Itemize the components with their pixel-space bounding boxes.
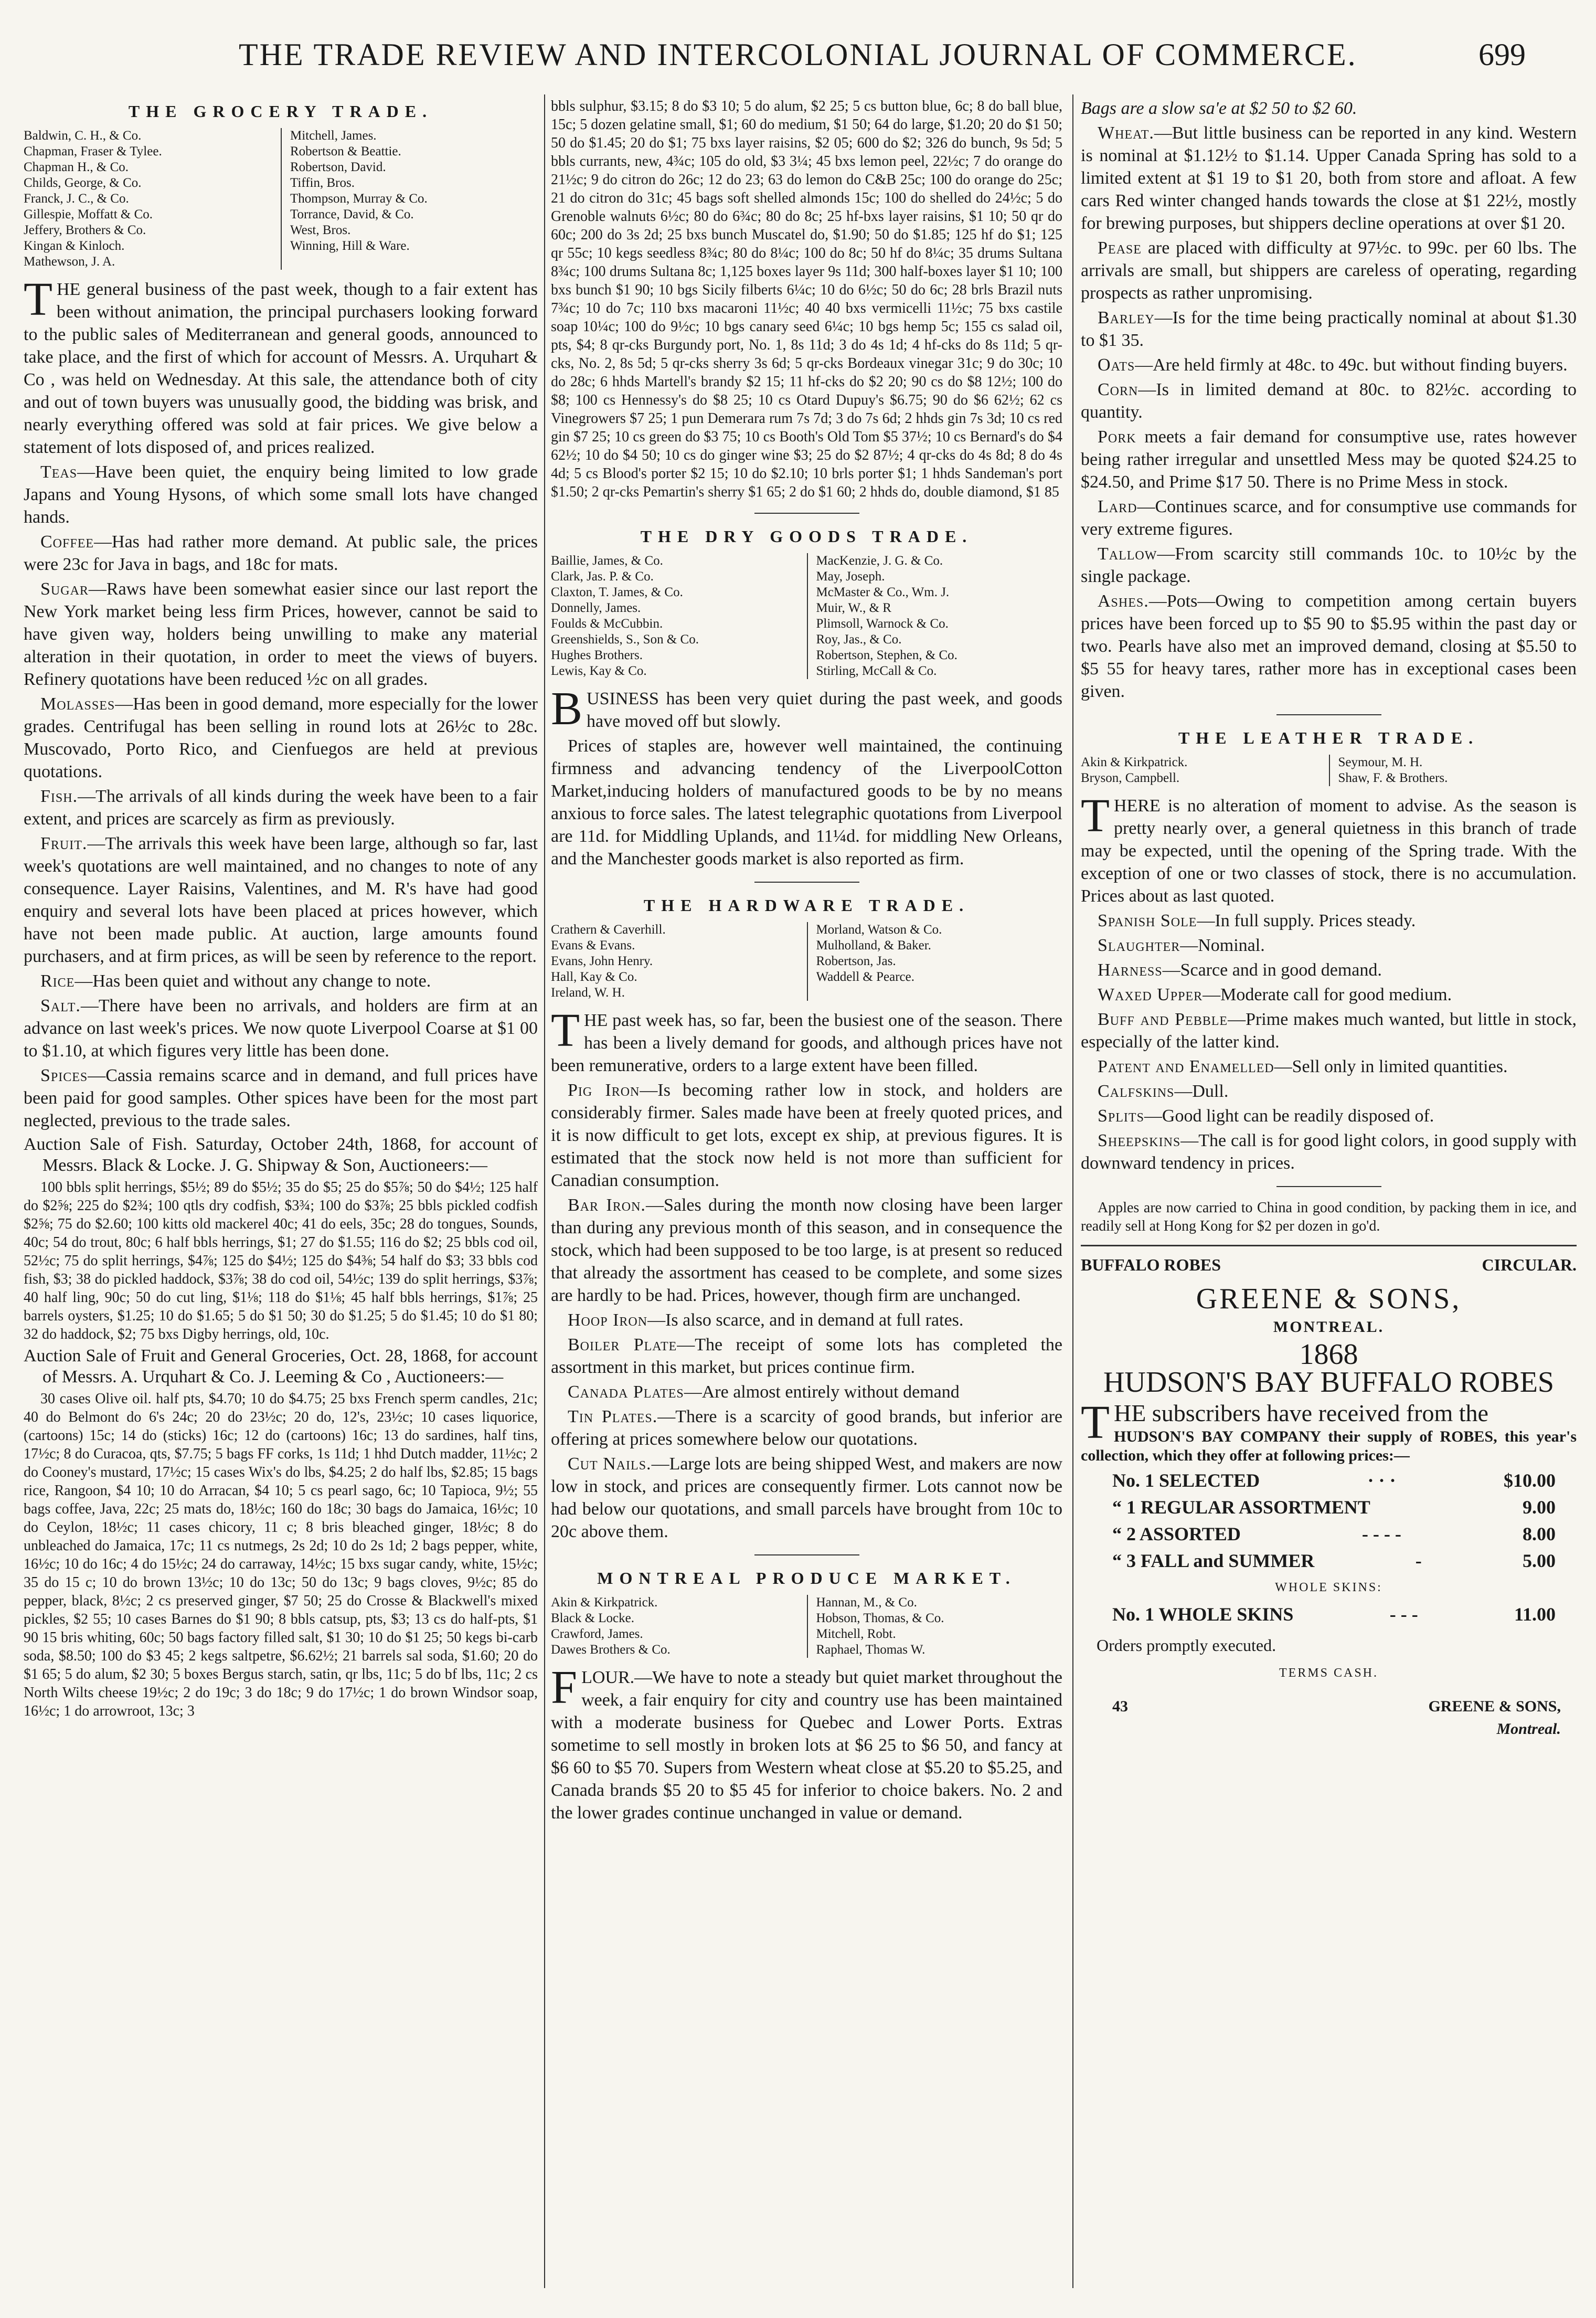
drop-cap: T — [1081, 1396, 1110, 1448]
firm-name: McMaster & Co., Wm. J. — [816, 585, 950, 599]
firm-name: Hannan, M., & Co. — [816, 1595, 917, 1610]
firm-list-left — [551, 922, 807, 1001]
hoop-iron-paragraph: Hoop Iron—Is also scarce, and in demand at full rates. — [568, 1310, 964, 1330]
firm-name: May, Joseph. — [816, 569, 885, 584]
leather-heading: THE LEATHER TRADE. — [1178, 728, 1480, 747]
firm-name: Hobson, Thomas, & Co. — [816, 1611, 944, 1625]
boiler-plate-paragraph: Boiler Plate—The receipt of some lots has completed the assortment in this market, but prices continue firm. — [551, 1335, 1062, 1377]
firm-list-left — [1081, 755, 1329, 786]
firm-name: Mathewson, J. A. — [24, 255, 115, 269]
firm-name: West, Bros. — [290, 223, 351, 237]
firm-name: Childs, George, & Co. — [24, 176, 142, 190]
firm-list-left — [24, 128, 281, 270]
coffee-paragraph: Coffee—Has had rather more demand. At public sale, the prices were 23c for Java in bags, and 18c for mats. — [24, 532, 538, 574]
advert-firm: GREENE & SONS, — [1196, 1283, 1462, 1315]
firm-name: Claxton, T. James, & Co. — [551, 585, 683, 599]
salt-paragraph: Salt.—There have been no arrivals, and holders are firm at an advance on last week's prices. We now quote Liverpool Coarse at $1 00 to $1.10, at which figures very little has been done. — [24, 996, 538, 1061]
column-1 — [24, 97, 538, 1722]
firm-name: MacKenzie, J. G. & Co. — [816, 554, 943, 568]
page-number: 699 — [1478, 37, 1526, 72]
firm-list-left — [551, 1595, 807, 1658]
dry-goods-prices: Prices of staples are, however well maintained, the continuing firmness and advancing tendency of the LiverpoolCotton Market,inducing holders of manufactured goods to be by no means anxious to force sales. The latest telegraphic quotations from Liverpool are 11d. for Middling Uplands, and 11¼d. for middling New Orleans, and the Manchester goods market is also reported as firm. — [551, 736, 1062, 869]
firm-name: Donnelly, James. — [551, 601, 641, 615]
fruit-paragraph: Fruit.—The arrivals this week have been large, although so far, last week's quotations are well maintained, and no changes to note of any consequence. Layer Raisins, Valentines, and M. R's have had good enquiry and several lots have been placed at prices however, which have not been made public. At auction, large amounts found purchasers, and at firm prices, as will be seen by reference to the report. — [24, 834, 538, 966]
drop-cap: B — [551, 683, 583, 735]
firm-name: Dawes Brothers & Co. — [551, 1643, 671, 1657]
firm-name: Lewis, Kay & Co. — [551, 664, 647, 678]
leather-item: Buff and Pebble—Prime makes much wanted, but little in stock, especially of the latter kind. — [1081, 1010, 1577, 1052]
flour-paragraph: FLOUR.—We have to note a steady but quiet market throughout the week, a fair enquiry for city and country use has been maintained with a moderate business for Quebec and Lower Ports. Extras sometime to sell mostly in broken lots at $6 25 to $6 50, and fancy at $6 60 to $5 70. Supers from Western wheat close at $5.20 to $5.25, and Canada brands $5 20 to $5 45 for inferior to choice bakers. No. 2 and the lower grades continue unchanged in value or demand. — [551, 1661, 1062, 1823]
firm-name: Chapman H., & Co. — [24, 160, 129, 174]
firm-name: Black & Locke. — [551, 1611, 634, 1625]
firm-name: Thompson, Murray & Co. — [290, 192, 428, 206]
firm-name: Foulds & McCubbin. — [551, 617, 663, 631]
leather-intro: THERE is no alteration of moment to advise. As the season is pretty nearly over, a general quietness in this branch of trade may be expected, until the opening of the Spring trade. With the exception of one or two classes of stock, there is no accumulation. Prices about as last quoted. — [1081, 790, 1577, 906]
firm-name: Clark, Jas. P. & Co. — [551, 569, 654, 584]
firm-name: Greenshields, S., Son & Co. — [551, 632, 699, 647]
grocery-firms — [24, 128, 538, 270]
tallow-paragraph: Tallow—From scarcity still commands 10c. to 10½c by the single package. — [1081, 544, 1577, 586]
leather-item: Sheepskins—The call is for good light colors, in good supply with downward tendency in prices. — [1081, 1131, 1577, 1173]
produce-heading: MONTREAL PRODUCE MARKET. — [597, 1569, 1016, 1587]
firm-name: Ireland, W. H. — [551, 986, 625, 1000]
firm-name: Franck, J. C., & Co. — [24, 192, 129, 206]
leather-item: Slaughter—Nominal. — [1098, 936, 1265, 955]
leather-item: Spanish Sole—In full supply. Prices steady. — [1098, 911, 1416, 930]
advert-orders: Orders promptly executed. — [1097, 1636, 1276, 1655]
leather-item: Waxed Upper—Moderate call for good medium. — [1098, 985, 1452, 1004]
column-2 — [551, 97, 1062, 1826]
page-header — [0, 37, 1596, 79]
firm-name: Hughes Brothers. — [551, 648, 643, 662]
firm-list-right — [807, 1595, 1063, 1658]
fruit-auction-title: Auction Sale of Fruit and General Groceries, Oct. 28, 1868, for account of Messrs. A. Urquhart & Co. J. Leeming & Co , Auctioneers:— — [24, 1346, 538, 1386]
advert-year: 1868 — [1299, 1338, 1358, 1371]
firm-name: Bryson, Campbell. — [1081, 771, 1180, 785]
divider — [754, 513, 859, 514]
firm-name: Evans & Evans. — [551, 938, 635, 952]
tin-plates-paragraph: Tin Plates.—There is a scarcity of good brands, but inferior are offering at prices somewhere below our quotations. — [551, 1407, 1062, 1449]
divider — [1276, 714, 1381, 715]
firm-name: Stirling, McCall & Co. — [816, 664, 937, 678]
leather-item: Patent and Enamelled—Sell only in limited quantities. — [1098, 1057, 1508, 1076]
advert-headline: HUDSON'S BAY BUFFALO ROBES — [1103, 1366, 1555, 1399]
price-row: “ 2 ASSORTED - - - - 8.00 — [1112, 1523, 1556, 1544]
sugar-paragraph: Sugar—Raws have been somewhat easier since our last report the New York market being less firm Prices, however, cannot be said to have given way, holders being unwilling to make any material alteration in their quotation, in order to meet the views of buyers. Refinery quotations have been reduced ½c on all grades. — [24, 579, 538, 689]
firm-name: Robertson, David. — [290, 160, 386, 174]
firm-name: Akin & Kirkpatrick. — [1081, 755, 1188, 769]
advert-signature: 43 GREENE & SONS, Montreal. — [1112, 1698, 1561, 1738]
fish-auction-title: Auction Sale of Fish. Saturday, October 24th, 1868, for account of Messrs. Black & Locke. J. G. Shipway & Son, Auctioneers:— — [24, 1135, 538, 1175]
firm-name: Seymour, M. H. — [1338, 755, 1423, 769]
apples-note: Apples are now carried to China in good condition, by packing them in ice, and readily sell at Hong Kong for $2 per dozen in go'd. — [1081, 1200, 1577, 1234]
firm-name: Waddell & Pearce. — [816, 970, 914, 984]
column-rule — [544, 94, 545, 2288]
advert-lead: THE subscribers have received from the — [1081, 1396, 1488, 1448]
firm-name: Robertson, Jas. — [816, 954, 896, 968]
firm-name: Baillie, James, & Co. — [551, 554, 663, 568]
firm-name: Kingan & Kinloch. — [24, 239, 125, 253]
advert-price-list — [1081, 1469, 1577, 1572]
firm-name: Evans, John Henry. — [551, 954, 653, 968]
drop-cap: T — [1081, 790, 1110, 842]
firm-name: Baldwin, C. H., & Co. — [24, 129, 142, 143]
cut-nails-paragraph: Cut Nails.—Large lots are being shipped West, and makers are now low in stock, and prices are consequently firmer. Lots cannot now be had below our quotations, and small parcels have brought from 10c to 20c above them. — [551, 1454, 1063, 1541]
oats-paragraph: Oats—Are held firmly at 48c. to 49c. but without finding buyers. — [1098, 355, 1568, 375]
firm-name: Tiffin, Bros. — [290, 176, 355, 190]
grocery-intro: THE general business of the past week, though to a fair extent has been without animation, the principal purchasers looking forward to the public sales of Mediterranean and general goods, announced to take place, and the first of which for account of Messrs. A. Urquhart & Co , was held on Wednesday. At this sale, the attendance both of city and out of town buyers was unusually good, the bidding was brisk, and nearly everything offered was sold at fair prices. We give below a statement of lots disposed of, and prices realized. — [24, 273, 538, 457]
dry-goods-intro: BUSINESS has been very quiet during the past week, and goods have moved off but slowly. — [551, 683, 1062, 735]
firm-name: Mitchell, James. — [290, 129, 377, 143]
bags-line: Bags are a slow sa'e at $2 50 to $2 60. — [1081, 99, 1357, 118]
firm-name: Winning, Hill & Ware. — [290, 239, 410, 253]
firm-list-right — [281, 128, 538, 270]
advert-city: MONTREAL. — [1273, 1318, 1385, 1336]
firm-name: Gillespie, Moffatt & Co. — [24, 207, 153, 221]
firm-name: Crathern & Caverhill. — [551, 923, 666, 937]
advert-terms: TERMS CASH. — [1279, 1666, 1379, 1680]
dry-goods-firms — [551, 553, 1062, 679]
whole-skins-price: No. 1 WHOLE SKINS - - - 11.00 — [1112, 1604, 1556, 1625]
ashes-paragraph: Ashes.—Pots—Owing to competition among certain buyers prices have been forced up to $5 90 to $5.95 within the past day or two. Pearls have also met an improved demand, closing at $5.50 to $5 55 for heavy tares, rather more has in exceptional cases been given. — [1081, 591, 1577, 701]
divider — [1276, 1186, 1381, 1187]
dry-goods-heading: THE DRY GOODS TRADE. — [640, 527, 973, 546]
firm-name: Torrance, David, & Co. — [290, 207, 414, 221]
price-row: “ 3 FALL and SUMMER - 5.00 — [1112, 1550, 1556, 1571]
firm-name: Jeffery, Brothers & Co. — [24, 223, 146, 237]
barley-paragraph: Barley—Is for the time being practically nominal at about $1.30 to $1 35. — [1081, 308, 1577, 350]
divider — [754, 882, 859, 883]
leather-item: Splits—Good light can be readily disposed of. — [1098, 1106, 1434, 1126]
firm-name: Akin & Kirkpatrick. — [551, 1595, 658, 1610]
price-row: “ 1 REGULAR ASSORTMENT 9.00 — [1112, 1497, 1556, 1518]
fish-paragraph: Fish.—The arrivals of all kinds during the week have been to a fair extent, and prices are scarcely as firm as previously. — [24, 787, 538, 829]
advert-body: HUDSON'S BAY COMPANY their supply of ROBES, this year's collection, which they offer at following prices:— — [1081, 1428, 1577, 1464]
leather-firms — [1081, 755, 1577, 786]
hardware-firms — [551, 922, 1062, 1001]
produce-firms — [551, 1595, 1062, 1658]
wheat-paragraph: Wheat.—But little business can be reported in any kind. Western is nominal at $1.12½ to $1.14. Upper Canada Spring has sold to a limited extent at $1 19 to $1 20, both from store and afloat. A few cars Red winter changed hands towards the close at $1 22½, mostly for brewing purposes, but shippers decline operations at over $1 20. — [1081, 123, 1577, 233]
column-rule — [1072, 94, 1073, 2288]
firm-name: Robertson & Beattie. — [290, 144, 401, 158]
firm-list-left — [551, 553, 807, 679]
whole-skins-title: WHOLE SKINS: — [1275, 1581, 1382, 1594]
leather-items — [1081, 909, 1577, 1174]
pig-iron-paragraph: Pig Iron—Is becoming rather low in stock, and holders are considerably firmer. Sales made have been at freely quoted prices, and it is now difficult to get lots, except ex ship, at previous figures. It is estimated that the stock now held is not more than sufficient for Canadian consumption. — [551, 1081, 1062, 1190]
firm-name: Mulholland, & Baker. — [816, 938, 931, 952]
lard-paragraph: Lard—Continues scarce, and for consumptive use commands for very extreme figures. — [1081, 497, 1577, 539]
column-3 — [1081, 97, 1577, 1740]
price-row: No. 1 SELECTED · · · $10.00 — [1112, 1470, 1556, 1491]
drop-cap: T — [551, 1004, 580, 1056]
journal-title: THE TRADE REVIEW AND INTERCOLONIAL JOURNAL OF COMMERCE. — [239, 37, 1357, 72]
firm-list-right — [807, 553, 1063, 679]
firm-name: Muir, W., & R — [816, 601, 891, 615]
buffalo-robes-advert — [1081, 1245, 1577, 1740]
firm-list-right — [807, 922, 1063, 1001]
hardware-heading: THE HARDWARE TRADE. — [643, 896, 970, 915]
corn-paragraph: Corn—Is in limited demand at 80c. to 82½c. according to quantity. — [1081, 380, 1577, 422]
grocery-heading: THE GROCERY TRADE. — [128, 102, 433, 121]
firm-name: Chapman, Fraser & Tylee. — [24, 144, 162, 158]
fruit-auction-continued: bbls sulphur, $3.15; 8 do $3 10; 5 do alum, $2 25; 5 cs button blue, 6c; 8 do ball blue, 15c; 5 dozen gelatine small, $1; 60 do medium, $1 50; 64 do large, $1.20; 20 do $1 50; 50 do $1.45; 20 do $1; 75 bxs layer raisins, $2 05; 600 do $2; 326 do bunch, 9s 5d; 5 bbls currants, new, 4¾c; 105 do old, $3 3¼; 45 bxs lemon peel, 22½c; 7 do orange do 21½c; 9 do citron do 26c; 12 do 23; 63 do lemon do C&B 25c; 100 do orange do 25c; 21 do citron do 31c; 45 bags soft shelled almonds 15c; 100 do shelled do 24½c; 5 do Grenoble walnuts 6½c; 80 do 6¾c; 80 do 8c; 25 hf-bxs layer raisins, $1 10; 50 qr do 60c; 200 do 3s 2d; 25 bxs bunch Muscatel do, $1.90; 50 do $1.85; 125 hf do $1; 125 qr 55c; 10 kegs seedless 8¾c; 80 do 8¼c; 100 do 8c; 50 hf do 8¼c; 35 drums Sultana 8¾c; 100 drums Sultana 8c; 1,125 boxes layer 9s 11d; 300 half-boxes layer $1 10; 100 bxs bunch $1 90; 10 bgs Sicily filberts 6¼c; 10 do 6½c; 50 do 6c; 28 brls Brazil nuts 7¾c; 10 do 7c; 110 bxs macaroni 11½c; 40 40 bxs vermicelli 11½c; 75 bxs castile soap 10¼c; 100 do 9½c; 10 bgs canary seed 6¼c; 10 bgs hemp 5c; 155 cs salad oil, pts, $4; 8 qr-cks Burgundy port, No. 1, 8s 11d; 3 do 4s 1d; 4 hf-cks do 8s 11d; 5 qr-cks, No. 2, 8s 5d; 5 qr-cks sherry 3s 6d; 5 qr-cks Bordeaux vinegar 31c; 9 do 30c; 10 do 28c; 6 hhds Martell's brandy $2 15; 11 hf-cks do $2 20; 90 cs do $8 12½; 100 do $8; 100 cs Hennessy's do $8 25; 10 cs Otard Dupuy's $6.75; 90 do $6 62½; 62 cs Vinegrowers $7 25; 1 pun Demerara rum 7s 7d; 3 do 7s 6d; 2 hhds gin 7s 3d; 10 cs red gin $7 25; 10 cs green do $3 75; 10 cs Booth's Old Tom $5 37½; 10 cs Bernard's do $4 62½; 10 do $4 50; 10 cs do ginger wine $3; 25 do $2 87½; 4 qr-cks do 4s 8d; 8 do 4s 4d; 5 cs Blood's porter $2 15; 10 do $2.10; 10 brls porter $1; 1 hhds Sandeman's port $1.50; 2 qr-cks Pemartin's sherry $1 65; 2 do $1 60; 2 hhds do, double diamond, $1 85 — [551, 98, 1062, 500]
hardware-intro: THE past week has, so far, been the busiest one of the season. There has been a lively demand for goods, and although prices have not been remunerative, orders to a large extent have been filled. — [551, 1004, 1062, 1075]
firm-name: Raphael, Thomas W. — [816, 1643, 925, 1657]
molasses-paragraph: Molasses—Has been in good demand, more especially for the lower grades. Centrifugal has been selling in round lots at 26½c to 28c. Muscovado, Porto Rico, and Cienfuegos are held at previous quotations. — [24, 694, 538, 781]
drop-cap: F — [551, 1661, 578, 1713]
firm-list-right — [1329, 755, 1577, 786]
fruit-auction-list: 30 cases Olive oil. half pts, $4.70; 10 do $4.75; 25 bxs French sperm candles, 21c; 40 do Belmont do 6's 24c; 20 do 23½c; 20 do, 12's, 23½c; 10 cases liquorice, (cartoons) 15c; 14 do (sticks) 16c; 12 do (cartoons) 16c; 13 do sardines, half tins, 17½c; 8 do Curacoa, qts, $7.75; 5 bags FF corks, 1s 11d; 1 hhd Dutch madder, 11½c; 2 do Cooney's mustard, 17½c; 15 cases Wix's do lbs, $4.25; 2 do half lbs, $2.85; 15 bags rice, Rangoon, $4 10; 10 do Arracan, $4 10; 5 cs pearl sago, 6c; 10 Tapioca, 9½; 55 bags coffee, Java, 22c; 25 mats do, 18½c; 160 do 18c; 30 bags do Jamaica, 16½c; 10 do Ceylon, 18½c; 11 cases chicory, 11 c; 8 bris bleached ginger, 18½c; 8 do unbleached do Jamaica, 17c; 11 cs nutmegs, 2s 2d; 10 do 2s 1d; 2 bags pepper, white, 16½c; 10 do 16c; 4 do 15½c; 24 do carraway, 14½c; 15 bxs sugar candy, white, 15½c; 35 do 15 c; 10 do brown 13½c; 10 do 13c; 50 do 13c; 9 bags cloves, 9½c; 85 do pepper, black, 8½c; 2 cs preserved ginger, $7 50; 25 do Crosse & Blackwell's mixed pickles, $2 55; 10 cases Barnes do $1 90; 8 bbls catsup, pts, $3; 13 cs do half-pts, $1 90 15 bris whiting, 60c; 50 bags factory filled salt, $1 30; 10 do $1 25; 50 kegs bi-carb soda, $8.50; 100 do $3 45; 2 kegs saltpetre, $6.62½; 21 barrels sal soda, $1.60; 20 do $1 65; 5 do alum, $2 30; 5 boxes Bergus starch, satin, qr lbs, 11c; 5 do bf lbs, 11c; 2 cs North Wilts cheese 19½c; 2 do 19c; 3 do 18c; 9 do 17½c; 1 do brown Windsor soap, 16½c; 1 do arrowroot, 13c; 3 — [24, 1391, 538, 1719]
firm-name: Mitchell, Robt. — [816, 1627, 896, 1641]
leather-item: Calfskins—Dull. — [1098, 1082, 1229, 1101]
firm-name: Morland, Watson & Co. — [816, 923, 942, 937]
drop-cap: T — [24, 273, 52, 325]
divider — [754, 1554, 859, 1555]
firm-name: Roy, Jas., & Co. — [816, 632, 902, 647]
firm-name: Crawford, James. — [551, 1627, 643, 1641]
canada-plates-paragraph: Canada Plates—Are almost entirely without demand — [568, 1382, 960, 1402]
leather-item: Harness—Scarce and in good demand. — [1098, 960, 1382, 980]
advert-top-line: BUFFALO ROBES CIRCULAR. — [1081, 1255, 1577, 1274]
fish-auction-list: 100 bbls split herrings, $5½; 89 do $5½; 35 do $5; 25 do $5⅞; 50 do $4½; 125 half do $2⅝; 225 do $2¾; 100 qtls dry codfish, $3¾; 100 do $3⅞; 25 bbls pickled codfish $2⅝; 75 do $2.60; 100 kitts old mackerel 40c; 41 do eels, 35c; 28 do tongues, Sounds, 40c; 54 do trout, 80c; 6 half bbls herrings, $1; 27 do $1.55; 116 do $2; 25 bbls cod oil, 52½c; 75 do split herrings, $4⅞; 125 do $4½; 125 do $4⅜; 54 half do $3; 33 bbls cod fish, $3; 38 do pickled haddock, $3⅞; 38 do cod oil, 54½c; 139 do split herrings, $3⅞; 40 half ling, 90c; 50 do cut ling, $1⅛; 118 do $1⅛; 45 half bbls herrings, $1⅞; 25 barrels oysters, $1.25; 10 do $1.65; 5 do $1 50; 30 do $1.25; 5 do $1.45; 10 do $1 80; 32 do haddock, $2; 75 bxs Digby herrings, old, 10c. — [24, 1179, 538, 1342]
pork-paragraph: Pork meets a fair demand for consumptive use, rates however being rather irregular and unsettled Mess may be quoted $24.25 to $24.50, and Prime $17 50. There is no Prime Mess in stock. — [1081, 427, 1577, 492]
spices-paragraph: Spices—Cassia remains scarce and in demand, and full prices have been paid for good samples. Other spices have been for the most part neglected, previous to the trade sales. — [24, 1066, 538, 1130]
firm-name: Robertson, Stephen, & Co. — [816, 648, 957, 662]
firm-name: Plimsoll, Warnock & Co. — [816, 617, 949, 631]
pease-paragraph: Pease are placed with difficulty at 97½c. to 99c. per 60 lbs. The arrivals are small, but shippers are careless of operating, regarding prospects as rather unpromising. — [1081, 238, 1577, 303]
firm-name: Hall, Kay & Co. — [551, 970, 637, 984]
teas-paragraph: Teas—Have been quiet, the enquiry being limited to low grade Japans and Young Hysons, of which some small lots have changed hands. — [24, 462, 538, 527]
bar-iron-paragraph: Bar Iron.—Sales during the month now closing have been larger than during any previous month of this season, and in consequence the stock, which had been supposed to be too large, is at present so reduced that already the assortment has ceased to be complete, and some sizes are hardly to be had. Prices, however, though firm are unchanged. — [551, 1195, 1062, 1305]
rice-paragraph: Rice—Has been quiet and without any change to note. — [40, 971, 431, 991]
firm-name: Shaw, F. & Brothers. — [1338, 771, 1448, 785]
